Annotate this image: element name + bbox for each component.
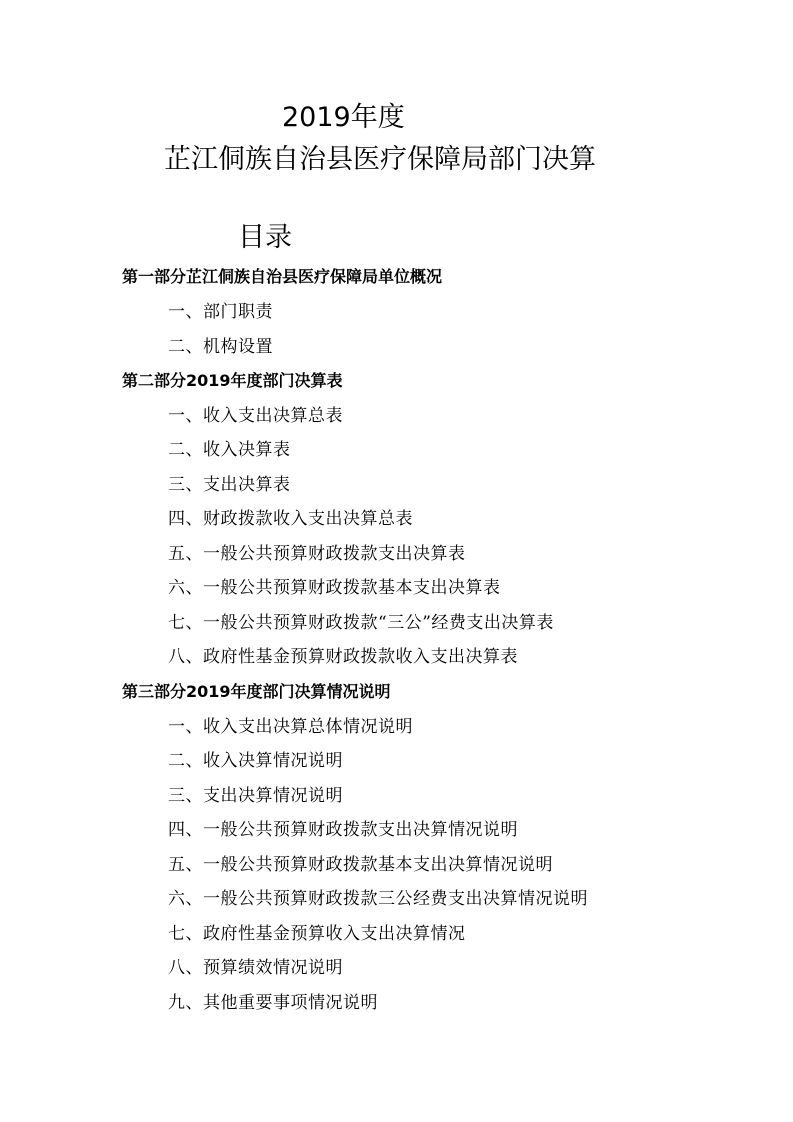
toc-item: 一、收入支出决算总表 [168, 406, 343, 426]
toc-item: 一、收入支出决算总体情况说明 [168, 717, 413, 737]
document-title-year: 2019年度 [282, 102, 405, 133]
toc-item: 八、政府性基金预算财政拨款收入支出决算表 [168, 647, 518, 667]
toc-item: 八、预算绩效情况说明 [168, 958, 343, 978]
toc-item: 六、一般公共预算财政拨款基本支出决算表 [168, 578, 501, 598]
toc-item: 六、一般公共预算财政拨款三公经费支出决算情况说明 [168, 889, 588, 909]
toc-item: 二、机构设置 [168, 337, 273, 357]
toc-item: 二、收入决算情况说明 [168, 751, 343, 771]
document-title: 芷江侗族自治县医疗保障局部门决算 [164, 144, 596, 175]
toc-item: 三、支出决算表 [168, 475, 291, 495]
toc-part-heading: 第三部分2019年度部门决算情况说明 [122, 682, 391, 701]
toc-item: 二、收入决算表 [168, 440, 291, 460]
toc-item: 七、一般公共预算财政拨款“三公”经费支出决算表 [168, 613, 554, 633]
toc-item: 五、一般公共预算财政拨款支出决算表 [168, 544, 466, 564]
toc-item: 五、一般公共预算财政拨款基本支出决算情况说明 [168, 855, 553, 875]
toc-item: 三、支出决算情况说明 [168, 786, 343, 806]
toc-part-heading: 第二部分2019年度部门决算表 [122, 371, 343, 390]
toc-item: 七、政府性基金预算收入支出决算情况 [168, 924, 466, 944]
toc-item: 四、财政拨款收入支出决算总表 [168, 509, 413, 529]
toc-item: 四、一般公共预算财政拨款支出决算情况说明 [168, 820, 518, 840]
toc-part-heading: 第一部分芷江侗族自治县医疗保障局单位概况 [122, 267, 443, 286]
toc-item: 一、部门职责 [168, 302, 273, 322]
toc-item: 九、其他重要事项情况说明 [168, 993, 378, 1013]
toc-heading: 目录 [238, 222, 292, 253]
